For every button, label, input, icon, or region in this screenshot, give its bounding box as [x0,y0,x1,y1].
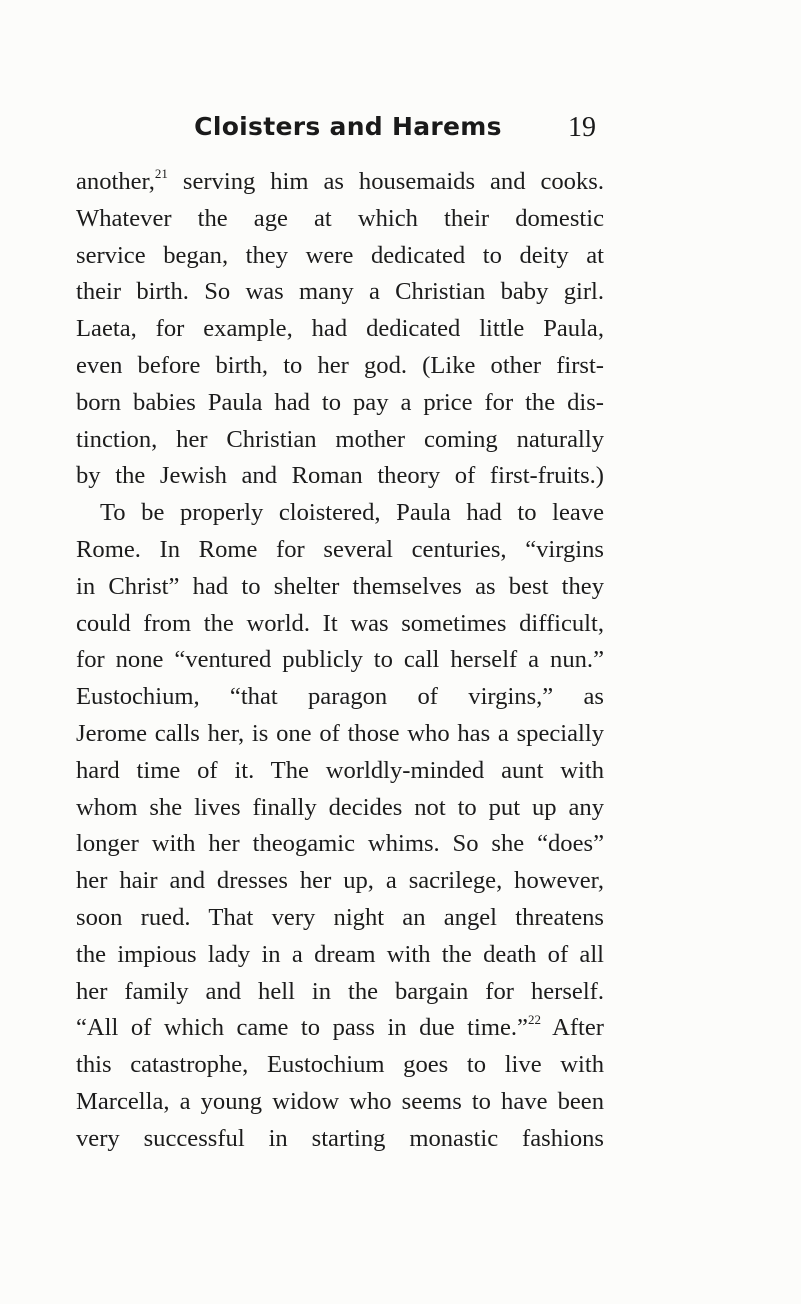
text-line-25: this catastrophe, Eustochium goes to live with [76,1051,604,1079]
running-title: Cloisters and Harems [194,112,502,141]
text-line-24: “All of which came to pass in due time.”$^{22}$ After [76,1012,604,1042]
footnote-ref-21: 21 [154,166,168,181]
text-line-1: another,$^{21}$ serving him as housemaids and cooks. [76,166,604,195]
text-line-8: tinction, her Christian mother coming naturally [76,425,604,453]
text-line-13: could from the world. It was sometimes difficult, [76,609,604,637]
text-line-15: Eustochium, “that paragon of virgins,” as [76,683,604,711]
text-line-5: Laeta, for example, had dedicated little Paula, [76,315,604,343]
text-line-16: Jerome calls her, is one of those who has a specially [76,719,604,747]
text-line-22: the impious lady in a dream with the death of all [76,940,604,968]
text-line-7: born babies Paula had to pay a price for the dis- [76,388,604,416]
text-line-19: longer with her theogamic whims. So she “does” [76,830,604,858]
text-line-14: for none “ventured publicly to call herself a nun.” [76,646,604,674]
text-line-17: hard time of it. The worldly-minded aunt with [76,756,604,784]
running-head [0,112,801,152]
text-line-26: Marcella, a young widow who seems to have been [76,1087,604,1115]
text-line-9: by the Jewish and Roman theory of first-fruits.) [76,462,604,490]
body-text [76,164,604,1158]
text-line-21: soon rued. That very night an angel threatens [76,903,604,931]
text-line-10: To be properly cloistered, Paula had to leave [100,499,604,527]
text-line-4: their birth. So was many a Christian baby girl. [76,278,604,306]
text-line-18: whom she lives finally decides not to put up any [76,793,604,821]
text-line-23: her family and hell in the bargain for herself. [76,977,604,1005]
text-line-27: very successful in starting monastic fashions [76,1124,604,1152]
text-line-6: even before birth, to her god. (Like other first- [76,351,604,379]
text-line-3: service began, they were dedicated to deity at [76,241,604,269]
footnote-ref-22: 22 [527,1012,541,1028]
text-line-20: her hair and dresses her up, a sacrilege, however, [76,867,604,895]
text-line-2: Whatever the age at which their domestic [76,204,604,232]
page-number: 19 [568,112,596,143]
text-line-12: in Christ” had to shelter themselves as best they [76,572,604,600]
text-line-11: Rome. In Rome for several centuries, “virgins [76,535,604,563]
